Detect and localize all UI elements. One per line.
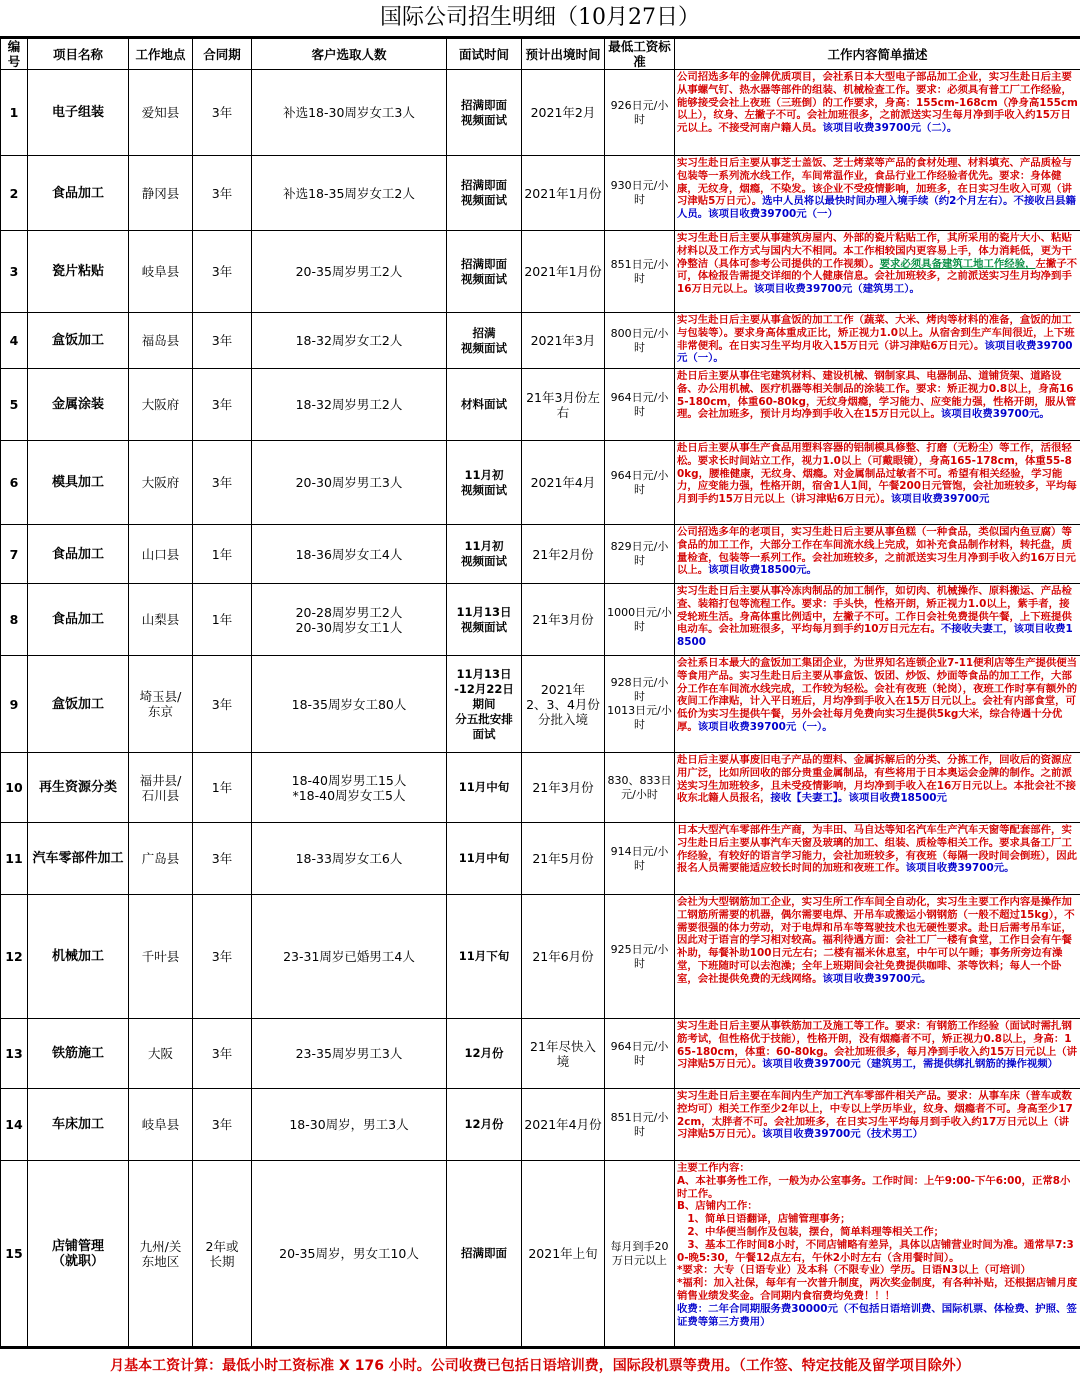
departure-time: 2021年上旬 [522, 1161, 605, 1347]
description-segment: 赴日后主要从事住宅建筑材料、建设机械、钢制家具、电器制品、道铺货架、道路设备、办公用机械、医疗机器等相关制品的涂装工作。要求：矫正视力0.8以上，身高165-180cm，体重60-80kg，无纹身烟瘾，学习能力、应变能力强，性格开朗，服从管理。会社加班多，预计月均净到手收入在15万日元以上。 [677, 370, 1076, 420]
interview-time: 招满即面 视频面试 [447, 231, 522, 313]
interview-time: 11月中旬 [447, 753, 522, 823]
table-row [1, 231, 1080, 313]
project-name: 车床加工 [28, 1089, 129, 1161]
header-interview: 面试时间 [447, 39, 522, 70]
table-row [1, 584, 1080, 656]
header-term: 合同期 [193, 39, 252, 70]
project-name: 再生资源分类 [28, 753, 129, 823]
min-wage: 每月到手20万日元以上 [605, 1161, 675, 1347]
work-location: 福岛县 [129, 313, 193, 369]
contract-term: 3年 [193, 823, 252, 895]
header-no: 编号 [1, 39, 28, 70]
min-wage: 928日元/小时 1013日元/小时 [605, 656, 675, 753]
work-location: 福井县/ 石川县 [129, 753, 193, 823]
row-number: 15 [1, 1161, 28, 1347]
row-number: 13 [1, 1019, 28, 1089]
interview-time: 11月13日 -12月22日 期间 分五批安排 面试 [447, 656, 522, 753]
table-row [1, 823, 1080, 895]
sheet-title: 国际公司招生明细（10月27日） [0, 0, 1080, 38]
departure-time: 21年5月份 [522, 823, 605, 895]
description-segment: 该项目收费39700元。 [822, 973, 931, 985]
description-segment: 该项目收费39700元（一）。 [698, 721, 833, 733]
departure-time: 21年3月份 [522, 753, 605, 823]
interview-time: 招满即面 视频面试 [447, 156, 522, 231]
contract-term: 1年 [193, 753, 252, 823]
contract-term: 3年 [193, 1089, 252, 1161]
departure-time: 21年2月份 [522, 525, 605, 584]
description-segment: 该项目收费39700元。 [941, 408, 1050, 420]
description-segment: 公司招选多年的金牌优质项目，会社系日本大型电子部品加工企业，实习生赴日后主要从事螺气钉、热水器等部件的组装、机械检查工作。要求：必须具有普工厂工作经验，能够接受会社上夜班（三班倒）的工作要求，身高：155cm-168cm（净身高155cm以上），纹身、左撇子不可。会社加班很多，之前派送实习生每月净到手收入约15万日元以上。不接受河南户籍人员。 [677, 71, 1078, 134]
project-name: 汽车零部件加工 [28, 823, 129, 895]
job-description [675, 156, 1080, 231]
interview-time: 11月初 视频面试 [447, 525, 522, 584]
row-number: 2 [1, 156, 28, 231]
min-wage: 914日元/小时 [605, 823, 675, 895]
table-row [1, 1019, 1080, 1089]
contract-term: 1年 [193, 525, 252, 584]
description-segment: 主要工作内容： A、本社事务性工作，一般为办公室事务。工作时间：上午9:00-下午6:00，正常8小时工作。 B、店铺内工作： 1、简单日语翻译，店铺管理事务； 2、中华便当制作及包装，摆台，简单料理等相关工作； 3、基本工作时间8小时，不同店铺略有差异，具体以店铺营业时间为准。通常早7:30-晚5:30，午餐12点左右，午休2小时左右（含用餐时间）。 *要求：大专（日语专业）及本科（不限专业）学历。日语N3以上（可培训） *福利：加入社保，每年有一次普升制度，两次奖金制度，有各种补贴，还根据店铺月度销售业绩发奖金。合同期内食宿费均免费！！！ [677, 1162, 1077, 1302]
description-segment: 该项目收费39700元 [891, 493, 990, 505]
job-description [675, 823, 1080, 895]
work-location: 山口县 [129, 525, 193, 584]
description-segment: 该项目收费18500元。 [708, 564, 817, 576]
project-name: 盒饭加工 [28, 656, 129, 753]
description-segment: 实习生赴日后主要从事芝士盖饭、芝士烤菜等产品的食材处理、材料填充、产品质检与包装等一系列流水线工作，车间常温作业，食品行业工作经验者优先。要求：身体健康，无纹身，烟瘾，不染发。该企业不受疫情影响，加班多，在日实习生收入可观（讲习津贴5万日元）。 [677, 157, 1072, 207]
project-name: 盒饭加工 [28, 313, 129, 369]
table-row [1, 70, 1080, 156]
departure-time: 21年3月份左右 [522, 369, 605, 441]
min-wage: 851日元/小时 [605, 1089, 675, 1161]
headcount: 20-30周岁男工3人 [252, 441, 447, 525]
job-description [675, 1161, 1080, 1347]
headcount: 23-35周岁男工3人 [252, 1019, 447, 1089]
interview-time: 11月13日 视频面试 [447, 584, 522, 656]
work-location: 大阪府 [129, 441, 193, 525]
min-wage: 925日元/小时 [605, 895, 675, 1019]
min-wage: 851日元/小时 [605, 231, 675, 313]
departure-time: 2021年4月 [522, 441, 605, 525]
header-people: 客户选取人数 [252, 39, 447, 70]
job-description [675, 525, 1080, 584]
description-segment: 该项目收费39700元（一）。 [677, 340, 1073, 365]
departure-time: 2021年1月份 [522, 231, 605, 313]
work-location: 埼玉县/ 东京 [129, 656, 193, 753]
interview-time: 招满 视频面试 [447, 313, 522, 369]
table-row [1, 753, 1080, 823]
job-description [675, 313, 1080, 369]
work-location: 爱知县 [129, 70, 193, 156]
job-description [675, 656, 1080, 753]
headcount: 18-36周岁女工4人 [252, 525, 447, 584]
work-location: 广岛县 [129, 823, 193, 895]
job-description [675, 70, 1080, 156]
description-segment: 左撇子不可，体检报告需提交详细的个人健康信息。会社加班较多，之前派送实习生月均净到手16万日元以上。 [677, 258, 1077, 296]
interview-time: 12月份 [447, 1089, 522, 1161]
description-segment: 会社为大型钢筋加工企业，实习生所工作车间全自动化，实习生主要工作内容是操作加工钢筋所需要的机器，偶尔需要电焊、开吊车或搬运小钢钢筋（一般不超过15kg），不需要很强的体力劳动，对于电焊和吊车等驾驶技术也无硬性要求。赴日后需考吊车证，因此对于语言的学习相对较高。福利待遇方面：会社工厂一楼有食堂，工作日会有午餐补助，每餐补助100日元左右；二楼有福米休息室，中午可以午睡；事务所旁边有澡堂，下班随时可以去泡澡；全年上班期间会社免费提供咖啡、茶等饮料；每人一个卧室，会社提供免费的无线网络。 [677, 896, 1075, 985]
description-segment: 实习生赴日后主要从事冷冻肉制品的加工制作，如切肉、机械操作、原料搬运、产品检查、装箱打包等流程工作。要求：手头快，性格开朗，矫正视力1.0以上，紫手者，接受轮班生活。身高体重比例适中，左撇子不可。工作日会社免费提供午餐，上下班提供电动车。会社加班很多，平均每月到手约10万日元左右。 [677, 585, 1072, 635]
project-name: 食品加工 [28, 584, 129, 656]
contract-term: 3年 [193, 895, 252, 1019]
contract-term: 3年 [193, 70, 252, 156]
job-description [675, 231, 1080, 313]
row-number: 3 [1, 231, 28, 313]
table-row [1, 441, 1080, 525]
description-segment: 公司招选多年的老项目，实习生赴日后主要从事鱼糕（一种食品，类似国内鱼豆腐）等食品的加工工作，大部分工作在车间流水线上完成，如补充食品制作材料，转托盘，质量检查，包装等一系列工作。会社加班较多，之前派送实习生月净到手收入约16万日元以上。 [677, 526, 1076, 576]
min-wage: 930日元/小时 [605, 156, 675, 231]
departure-time: 2021年 2、3、4月份 分批入境 [522, 656, 605, 753]
headcount: 18-32周岁男工2人 [252, 369, 447, 441]
description-segment: 该项目收费39700元（技术男工） [762, 1128, 923, 1140]
project-name: 食品加工 [28, 156, 129, 231]
row-number: 10 [1, 753, 28, 823]
row-number: 7 [1, 525, 28, 584]
work-location: 千叶县 [129, 895, 193, 1019]
row-number: 5 [1, 369, 28, 441]
table-row [1, 313, 1080, 369]
description-segment: 要求必须具备建筑工地工作经验， [880, 258, 1036, 270]
departure-time: 21年尽快入境 [522, 1019, 605, 1089]
headcount: 18-33周岁女工6人 [252, 823, 447, 895]
header-project: 项目名称 [28, 39, 129, 70]
departure-time: 21年3月份 [522, 584, 605, 656]
contract-term: 3年 [193, 1019, 252, 1089]
description-segment: 实习生赴日后主要从事盒饭的加工工作（蔬菜、大米、烤肉等材料的准备，盒饭的加工与包装等）。要求身高体重成正比，矫正视力1.0以上。从宿舍到生产车间很近，上下班非常便利。在日实习生平均月收入15万日元（讲习津贴6万日元）。 [677, 314, 1075, 352]
job-description [675, 1019, 1080, 1089]
interview-time: 11月下旬 [447, 895, 522, 1019]
header-row [1, 39, 1080, 70]
description-segment: 该项目收费39700元。 [906, 862, 1015, 874]
min-wage: 800日元/小时 [605, 313, 675, 369]
job-description [675, 753, 1080, 823]
work-location: 岐阜县 [129, 1089, 193, 1161]
contract-term: 1年 [193, 584, 252, 656]
row-number: 4 [1, 313, 28, 369]
departure-time: 2021年4月份 [522, 1089, 605, 1161]
recruitment-table [0, 38, 1080, 1347]
min-wage: 964日元/小时 [605, 1019, 675, 1089]
description-segment: 该项目收费39700元（二）。 [822, 122, 957, 134]
min-wage: 964日元/小时 [605, 369, 675, 441]
work-location: 九州/关 东地区 [129, 1161, 193, 1347]
job-description [675, 1089, 1080, 1161]
project-name: 瓷片粘贴 [28, 231, 129, 313]
description-segment: 赴日后主要从事废旧电子产品的塑料、金属拆解后的分类、分拣工作，回收后的资源应用广泛，比如所回收的部分贵重金属制品，有些将用于日本奥运会金牌的制作。之前派送实习生加班较多，且未受疫情影响，月均净到手收入在16万日元以上。本批会社不接收东北籍人员报名， [677, 754, 1076, 804]
work-location: 静冈县 [129, 156, 193, 231]
row-number: 6 [1, 441, 28, 525]
project-name: 模具加工 [28, 441, 129, 525]
departure-time: 2021年2月 [522, 70, 605, 156]
description-segment: 会社系日本最大的盒饭加工集团企业，为世界知名连锁企业7-11便利店等生产提供便当等食用产品。实习生赴日后主要从事盒饭、饭团、炒饭、炒面等食品的加工工作，大部分工作在车间流水线完成，工作较为轻松。会社有夜班（轮岗），夜班工作时享有额外的夜间工作津贴，计入平日班后，月均净到手收入在15万日元以上。会社有内部食堂，可低价为实习生提供午餐，另外会社每月免费向实习生提供5kg大米，综合待遇十分优厚。 [677, 657, 1077, 733]
contract-term: 3年 [193, 441, 252, 525]
description-segment: 不接收夫妻工，该项目收费18500 [677, 623, 1073, 648]
project-name: 金属涂装 [28, 369, 129, 441]
table-row [1, 895, 1080, 1019]
min-wage: 1000日元/小时 [605, 584, 675, 656]
header-wage: 最低工资标准 [605, 39, 675, 70]
header-location: 工作地点 [129, 39, 193, 70]
interview-time: 11月初 视频面试 [447, 441, 522, 525]
description-segment: 实习生赴日后主要从事建筑房屋内、外部的瓷片粘贴工作，其所采用的瓷片大小、粘贴材料以及工作方式与国内大不相同。本工作相较国内更容易上手，体力消耗低，更为干净整洁（具体可参考公司提供的工作视频）。 [677, 232, 1072, 270]
description-segment: 该项目收费39700元（建筑男工）。 [754, 283, 920, 295]
table-row [1, 1089, 1080, 1161]
row-number: 8 [1, 584, 28, 656]
work-location: 山梨县 [129, 584, 193, 656]
table-row [1, 369, 1080, 441]
table-row [1, 1161, 1080, 1347]
min-wage: 830、833日元/小时 [605, 753, 675, 823]
contract-term: 3年 [193, 231, 252, 313]
description-segment: 实习生赴日后主要从事铁筋加工及施工等工作。要求：有钢筋工作经验（面试时需扎钢筋考试，但性格优于技能），性格开朗，没有烟瘾者不可，矫正视力0.8以上，身高：165-180cm，体重：60-80kg。会社加班很多，每月净到手收入约15万日元以上（讲习津贴5万日元）。 [677, 1020, 1077, 1070]
job-description [675, 895, 1080, 1019]
interview-time: 招满即面 [447, 1161, 522, 1347]
headcount: 18-30周岁，男工3人 [252, 1089, 447, 1161]
row-number: 12 [1, 895, 28, 1019]
headcount: 补选18-35周岁女工2人 [252, 156, 447, 231]
headcount: 20-35周岁男工2人 [252, 231, 447, 313]
contract-term: 3年 [193, 369, 252, 441]
work-location: 大阪府 [129, 369, 193, 441]
headcount: 23-31周岁已婚男工4人 [252, 895, 447, 1019]
job-description [675, 369, 1080, 441]
project-name: 机械加工 [28, 895, 129, 1019]
row-number: 1 [1, 70, 28, 156]
job-description [675, 584, 1080, 656]
project-name: 食品加工 [28, 525, 129, 584]
project-name: 店铺管理 （就职） [28, 1161, 129, 1347]
interview-time: 12月份 [447, 1019, 522, 1089]
row-number: 11 [1, 823, 28, 895]
headcount: 20-35周岁，男女工10人 [252, 1161, 447, 1347]
description-segment: 选中人员将以最快时间办理入境手续（约2个月左右）。不接收吕县籍人员。该项目收费39700元（一） [677, 195, 1076, 220]
table-row [1, 525, 1080, 584]
description-segment: 收费：二年合同期服务费30000元（不包括日语培训费、国际机票、体检费、护照、签证费等第三方费用） [677, 1303, 1077, 1328]
work-location: 岐阜县 [129, 231, 193, 313]
footer-note: 月基本工资计算：最低小时工资标准 X 176 小时。公司收费已包括日语培训费，国际段机票等费用。（工作签、特定技能及留学项目除外） [0, 1347, 1080, 1383]
table-row [1, 656, 1080, 753]
min-wage: 829日元/小时 [605, 525, 675, 584]
headcount: 18-32周岁女工2人 [252, 313, 447, 369]
description-segment: 赴日后主要从事生产食品用塑料容器的铝制模具修整、打磨（无粉尘）等工作，活很轻松。要求长时间站立工作，视力1.0以上（可戴眼镜），身高165-178cm，体重55-80kg，腰椎健康，无纹身、烟瘾。对金属制品过敏者不可。希望有相关经验，学习能力，应变能力强，性格开朗，宿舍1人1间，午餐200日元管饱，会社加班较多，平均每月到手约15万日元以上（讲习津贴6万日元）。 [677, 442, 1077, 505]
description-segment: 日本大型汽车零部件生产商，为丰田、马自达等知名汽车生产汽车天窗等配套部件，实习生赴日后主要从事汽车天窗及玻璃的加工、组装、质检等相关工作。要求具备工厂工作经验，有较好的语言学习能力，会社加班较多，有夜班（每隔一段时间会倒班），因此报名人员需要能适应较长时间的加班和夜班工作。 [677, 824, 1077, 874]
contract-term: 3年 [193, 156, 252, 231]
header-departure: 预计出境时间 [522, 39, 605, 70]
work-location: 大阪 [129, 1019, 193, 1089]
interview-time: 招满即面 视频面试 [447, 70, 522, 156]
interview-time: 材料面试 [447, 369, 522, 441]
project-name: 铁筋施工 [28, 1019, 129, 1089]
headcount: 补选18-30周岁女工3人 [252, 70, 447, 156]
description-segment: 接收【夫妻工】。该项目收费18500元 [771, 792, 947, 804]
table-row [1, 156, 1080, 231]
contract-term: 2年或 长期 [193, 1161, 252, 1347]
headcount: 18-35周岁女工80人 [252, 656, 447, 753]
row-number: 14 [1, 1089, 28, 1161]
min-wage: 926日元/小时 [605, 70, 675, 156]
interview-time: 11月中旬 [447, 823, 522, 895]
description-segment: 实习生赴日后主要在车间内生产加工汽车零部件相关产品。要求：从事车床（普车或数控均可）相关工作至少2年以上，中专以上学历毕业，纹身、烟瘾者不可。身高至少172cm，太胖者不可。会社加班多，在日实习生平均每月到手收入约17万日元以上（讲习津贴5万日元）。 [677, 1090, 1073, 1140]
project-name: 电子组装 [28, 70, 129, 156]
description-segment: 该项目收费39700元（建筑男工，需提供绑扎钢筋的操作视频） [762, 1058, 1058, 1070]
job-description [675, 441, 1080, 525]
header-description: 工作内容简单描述 [675, 39, 1080, 70]
departure-time: 2021年1月份 [522, 156, 605, 231]
headcount: 20-28周岁男工2人 20-30周岁女工1人 [252, 584, 447, 656]
min-wage: 964日元/小时 [605, 441, 675, 525]
contract-term: 3年 [193, 313, 252, 369]
departure-time: 21年6月份 [522, 895, 605, 1019]
departure-time: 2021年3月 [522, 313, 605, 369]
row-number: 9 [1, 656, 28, 753]
contract-term: 3年 [193, 656, 252, 753]
headcount: 18-40周岁男工15人 *18-40周岁女工5人 [252, 753, 447, 823]
